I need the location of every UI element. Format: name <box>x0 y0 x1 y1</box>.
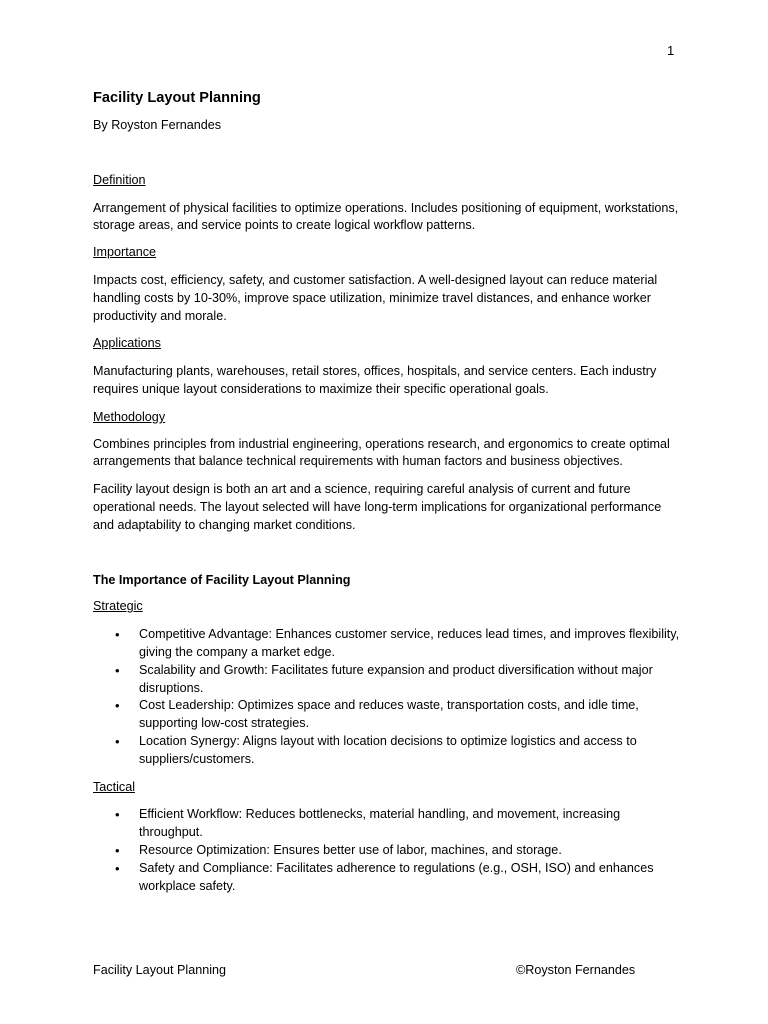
methodology-closing-paragraph: Facility layout design is both an art and a science, requiring careful analysis of current and future operational needs. The layout selected will have long-term implications for organizational performance and adaptability to changing market conditions. <box>93 482 662 532</box>
section-heading-definition: Definition <box>93 172 146 187</box>
document-body <box>93 88 683 895</box>
tactical-list <box>93 806 683 895</box>
footer-title: Facility Layout Planning <box>93 963 227 977</box>
section-heading-applications: Applications <box>93 336 161 351</box>
list-item: • Efficient Workflow: Reduces bottlenecks, material handling, and movement, increasing throughput. <box>93 806 683 842</box>
section-heading-methodology: Methodology <box>93 409 166 424</box>
list-item: • Location Synergy: Aligns layout with location decisions to optimize logistics and access to suppliers/customers. <box>93 733 683 769</box>
page-number: 1 <box>667 43 675 58</box>
importance-paragraph: Impacts cost, efficiency, safety, and customer satisfaction. A well-designed layout can reduce material handling costs by 10-30%, improve space utilization, minimize travel distances, and enhance worker productivity and morale. <box>93 272 658 323</box>
strategic-list <box>93 626 683 768</box>
section-heading-importance: Importance <box>93 245 156 260</box>
definition-paragraph: Arrangement of physical facilities to optimize operations. Includes positioning of equipment, workstations, storage areas, and service points to create logical workflow patterns. <box>93 200 679 233</box>
list-item: • Competitive Advantage: Enhances customer service, reduces lead times, and improves flexibility, giving the company a market edge. <box>93 626 683 662</box>
list-item: • Scalability and Growth: Facilitates future expansion and product diversification without major disruptions. <box>93 662 683 698</box>
section-heading-strategic: Strategic <box>93 599 143 614</box>
applications-paragraph: Manufacturing plants, warehouses, retail stores, offices, hospitals, and service centers. Each industry requires unique layout considerations to maximize their specific operational goals. <box>93 364 657 396</box>
list-item: • Resource Optimization: Ensures better use of labor, machines, and storage. <box>93 842 683 860</box>
document-title: Facility Layout Planning <box>93 90 261 106</box>
list-item: • Cost Leadership: Optimizes space and reduces waste, transportation costs, and idle time, supporting low-cost strategies. <box>93 697 683 733</box>
byline: By Royston Fernandes <box>93 118 222 132</box>
footer-copyright: ©Royston Fernandes <box>516 963 636 977</box>
importance-heading: The Importance of Facility Layout Planning <box>93 572 351 587</box>
methodology-paragraph: Combines principles from industrial engineering, operations research, and ergonomics to create optimal arrangements that balance technical requirements with human factors and business objectives. <box>93 436 670 469</box>
section-heading-tactical: Tactical <box>93 779 135 794</box>
list-item: • Safety and Compliance: Facilitates adherence to regulations (e.g., OSH, ISO) and enhances workplace safety. <box>93 860 683 896</box>
